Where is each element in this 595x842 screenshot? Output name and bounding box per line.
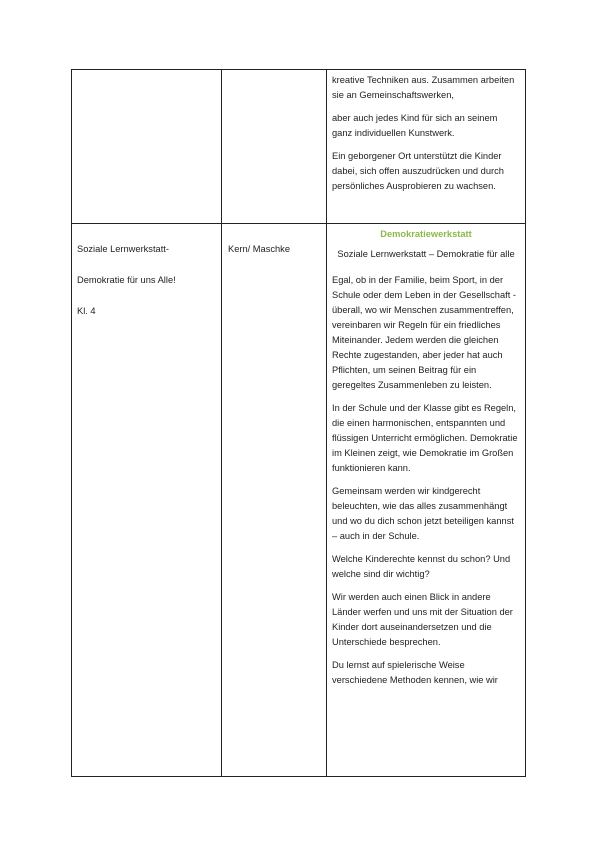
description-cell: [327, 70, 526, 224]
course-title-line1: Soziale Lernwerkstatt-: [77, 244, 169, 254]
table-row: [72, 70, 526, 224]
description-paragraph: Wir werden auch einen Blick in andere Länder werfen und uns mit der Situation der Kinder dort auseinandersetzen und die Unterschiede besprechen.: [332, 592, 513, 647]
teacher-cell: [222, 224, 327, 777]
teacher-names: Kern/ Maschke: [228, 244, 291, 254]
description-paragraph: Ein geborgener Ort unterstützt die Kinder dabei, sich offen auszudrücken und durch persönliches Ausprobieren zu wachsen.: [332, 151, 504, 191]
description-paragraph: kreative Techniken aus. Zusammen arbeiten sie an Gemeinschaftswerken,: [332, 75, 515, 100]
course-title-line2: Demokratie für uns Alle!: [77, 275, 176, 285]
course-table: [71, 69, 526, 777]
description-paragraph: Gemeinsam werden wir kindgerecht beleuchten, wie das alles zusammenhängt und wo du dich schon jetzt beteiligen kannst – auch in der Schule.: [332, 486, 514, 541]
course-name-cell: [72, 224, 222, 777]
description-paragraph: Egal, ob in der Familie, beim Sport, in der Schule oder dem Leben in der Gesellschaft - überall, wo wir Menschen zusammentreffen, vereinbaren wir Regeln für ein friedliches Miteinander. Jedem werden die gleichen Rechte zugestanden, aber jeder hat auch Pflichten, um seinen Beitrag für ein geregeltes Zusammenleben zu leisten.: [332, 275, 516, 390]
description-paragraph: In der Schule und der Klasse gibt es Regeln, die einen harmonischen, entspannten und flüssigen Unterricht ermöglichen. Demokratie im Kleinen zeigt, wie Demokratie im Großen funktionieren kann.: [332, 403, 518, 473]
teacher-cell: [222, 70, 327, 224]
workshop-title: Soziale Lernwerkstatt – Demokratie für alle: [337, 249, 515, 259]
grade-label: Kl. 4: [77, 306, 96, 316]
course-name-cell: [72, 70, 222, 224]
description-paragraph: aber auch jedes Kind für sich an seinem ganz individuellen Kunstwerk.: [332, 113, 498, 138]
description-paragraph: Du lernst auf spielerische Weise verschiedene Methoden kennen, wie wir: [332, 660, 498, 685]
description-paragraph: Welche Kinderechte kennst du schon? Und welche sind dir wichtig?: [332, 554, 511, 579]
table-row: [72, 224, 526, 777]
workshop-heading: Demokratiewerkstatt: [380, 229, 472, 239]
description-cell: [327, 224, 526, 777]
